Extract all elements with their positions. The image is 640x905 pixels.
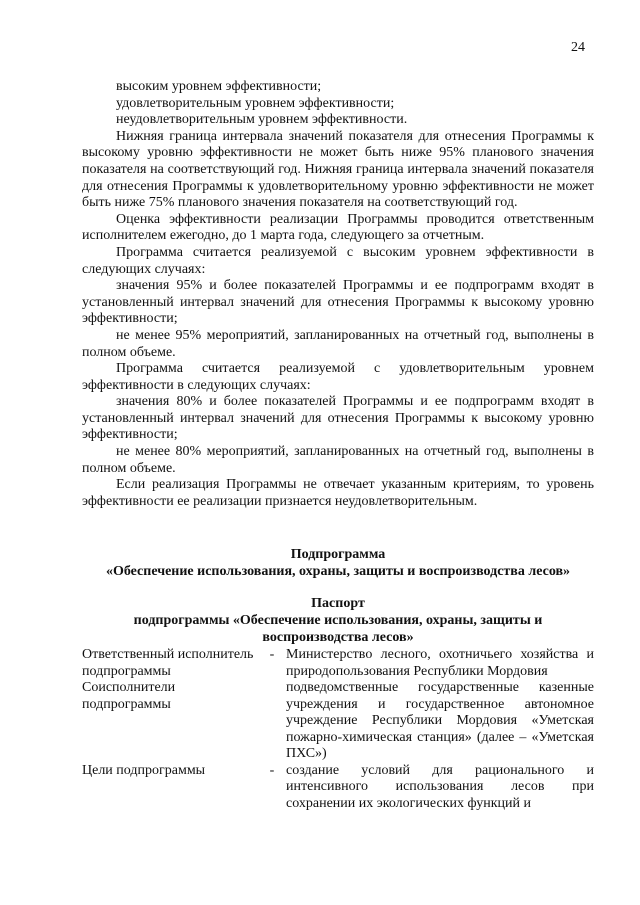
passport-heading-block (82, 595, 594, 646)
passport-row-dash: - (269, 762, 275, 778)
passport-row-value: создание условий для рационального и интенсивного использования лесов при сохранении их экологических функций и (286, 762, 594, 811)
paragraph: не менее 80% мероприятий, запланированных на отчетный год, выполнены в полном объеме. (82, 444, 594, 476)
page-number: 24 (571, 40, 585, 55)
passport-row (82, 680, 594, 763)
body-text (82, 79, 594, 510)
paragraph: Программа считается реализуемой с высоким уровнем эффективности в следующих случаях: (82, 244, 594, 277)
passport-row-dash: - (269, 647, 275, 662)
paragraph: не менее 95% мероприятий, запланированных на отчетный год, выполнены в полном объеме. (82, 327, 594, 360)
passport-row-dash (258, 680, 286, 763)
paragraph: удовлетворительным уровнем эффективности; (116, 95, 395, 111)
passport-row-label: Соисполнители подпрограммы (82, 680, 176, 712)
passport-title-line-2: воспроизводства лесов» (262, 630, 414, 645)
passport-row-value: Министерство лесного, охотничьего хозяйства и природопользования Республики Мордовия (286, 647, 594, 679)
subprogram-heading: Подпрограмма (290, 547, 386, 562)
paragraph: Оценка эффективности реализации Программы проводится ответственным исполнителем ежегодно, до 1 марта года, следующего за отчетным. (82, 211, 594, 244)
passport-title-line-1: подпрограммы «Обеспечение использования, охраны, защиты и (133, 613, 543, 628)
passport-row-label: Ответственный исполнитель подпрограммы (82, 647, 254, 679)
passport-table (82, 647, 594, 812)
paragraph: высоким уровнем эффективности; (116, 79, 322, 94)
passport-row (82, 763, 594, 813)
paragraph: Если реализация Программы не отвечает указанным критериям, то уровень эффективности ее реализации признается неудовлетворительным. (82, 477, 594, 509)
paragraph: неудовлетворительным уровнем эффективности. (116, 112, 408, 128)
paragraph: значения 95% и более показателей Программы и ее подпрограмм входят в установленный интервал значений для отнесения Программы к высокому уровню эффективности; (82, 278, 594, 327)
passport-row (82, 647, 594, 680)
paragraph: Программа считается реализуемой с удовлетворительным уровнем эффективности в следующих случаях: (82, 361, 594, 393)
passport-row-label: Цели подпрограммы (82, 762, 206, 778)
passport-row-value: подведомственные государственные казенные учреждения и государственное автономное учреждение Республики Мордовия «Уметская пожарно-химическая станция» (далее – «Уметская ПХС») (286, 680, 594, 761)
subprogram-heading-block (82, 546, 594, 580)
passport-heading: Паспорт (311, 596, 365, 611)
paragraph: значения 80% и более показателей Программы и ее подпрограмм входят в установленный интервал значений для отнесения Программы к высокому уровню эффективности; (82, 394, 594, 443)
subprogram-title: «Обеспечение использования, охраны, защиты и воспроизводства лесов» (105, 564, 571, 579)
paragraph: Нижняя граница интервала значений показателя для отнесения Программы к высокому уровню эффективности не может быть ниже 95% планового значения показателя на соответствующий год. Нижняя граница интервала значений показателя для отнесения Программы к удовлетворительному уровню эффективности не может быть ниже 75% планового значения показателя на соответствующий год. (82, 128, 594, 211)
